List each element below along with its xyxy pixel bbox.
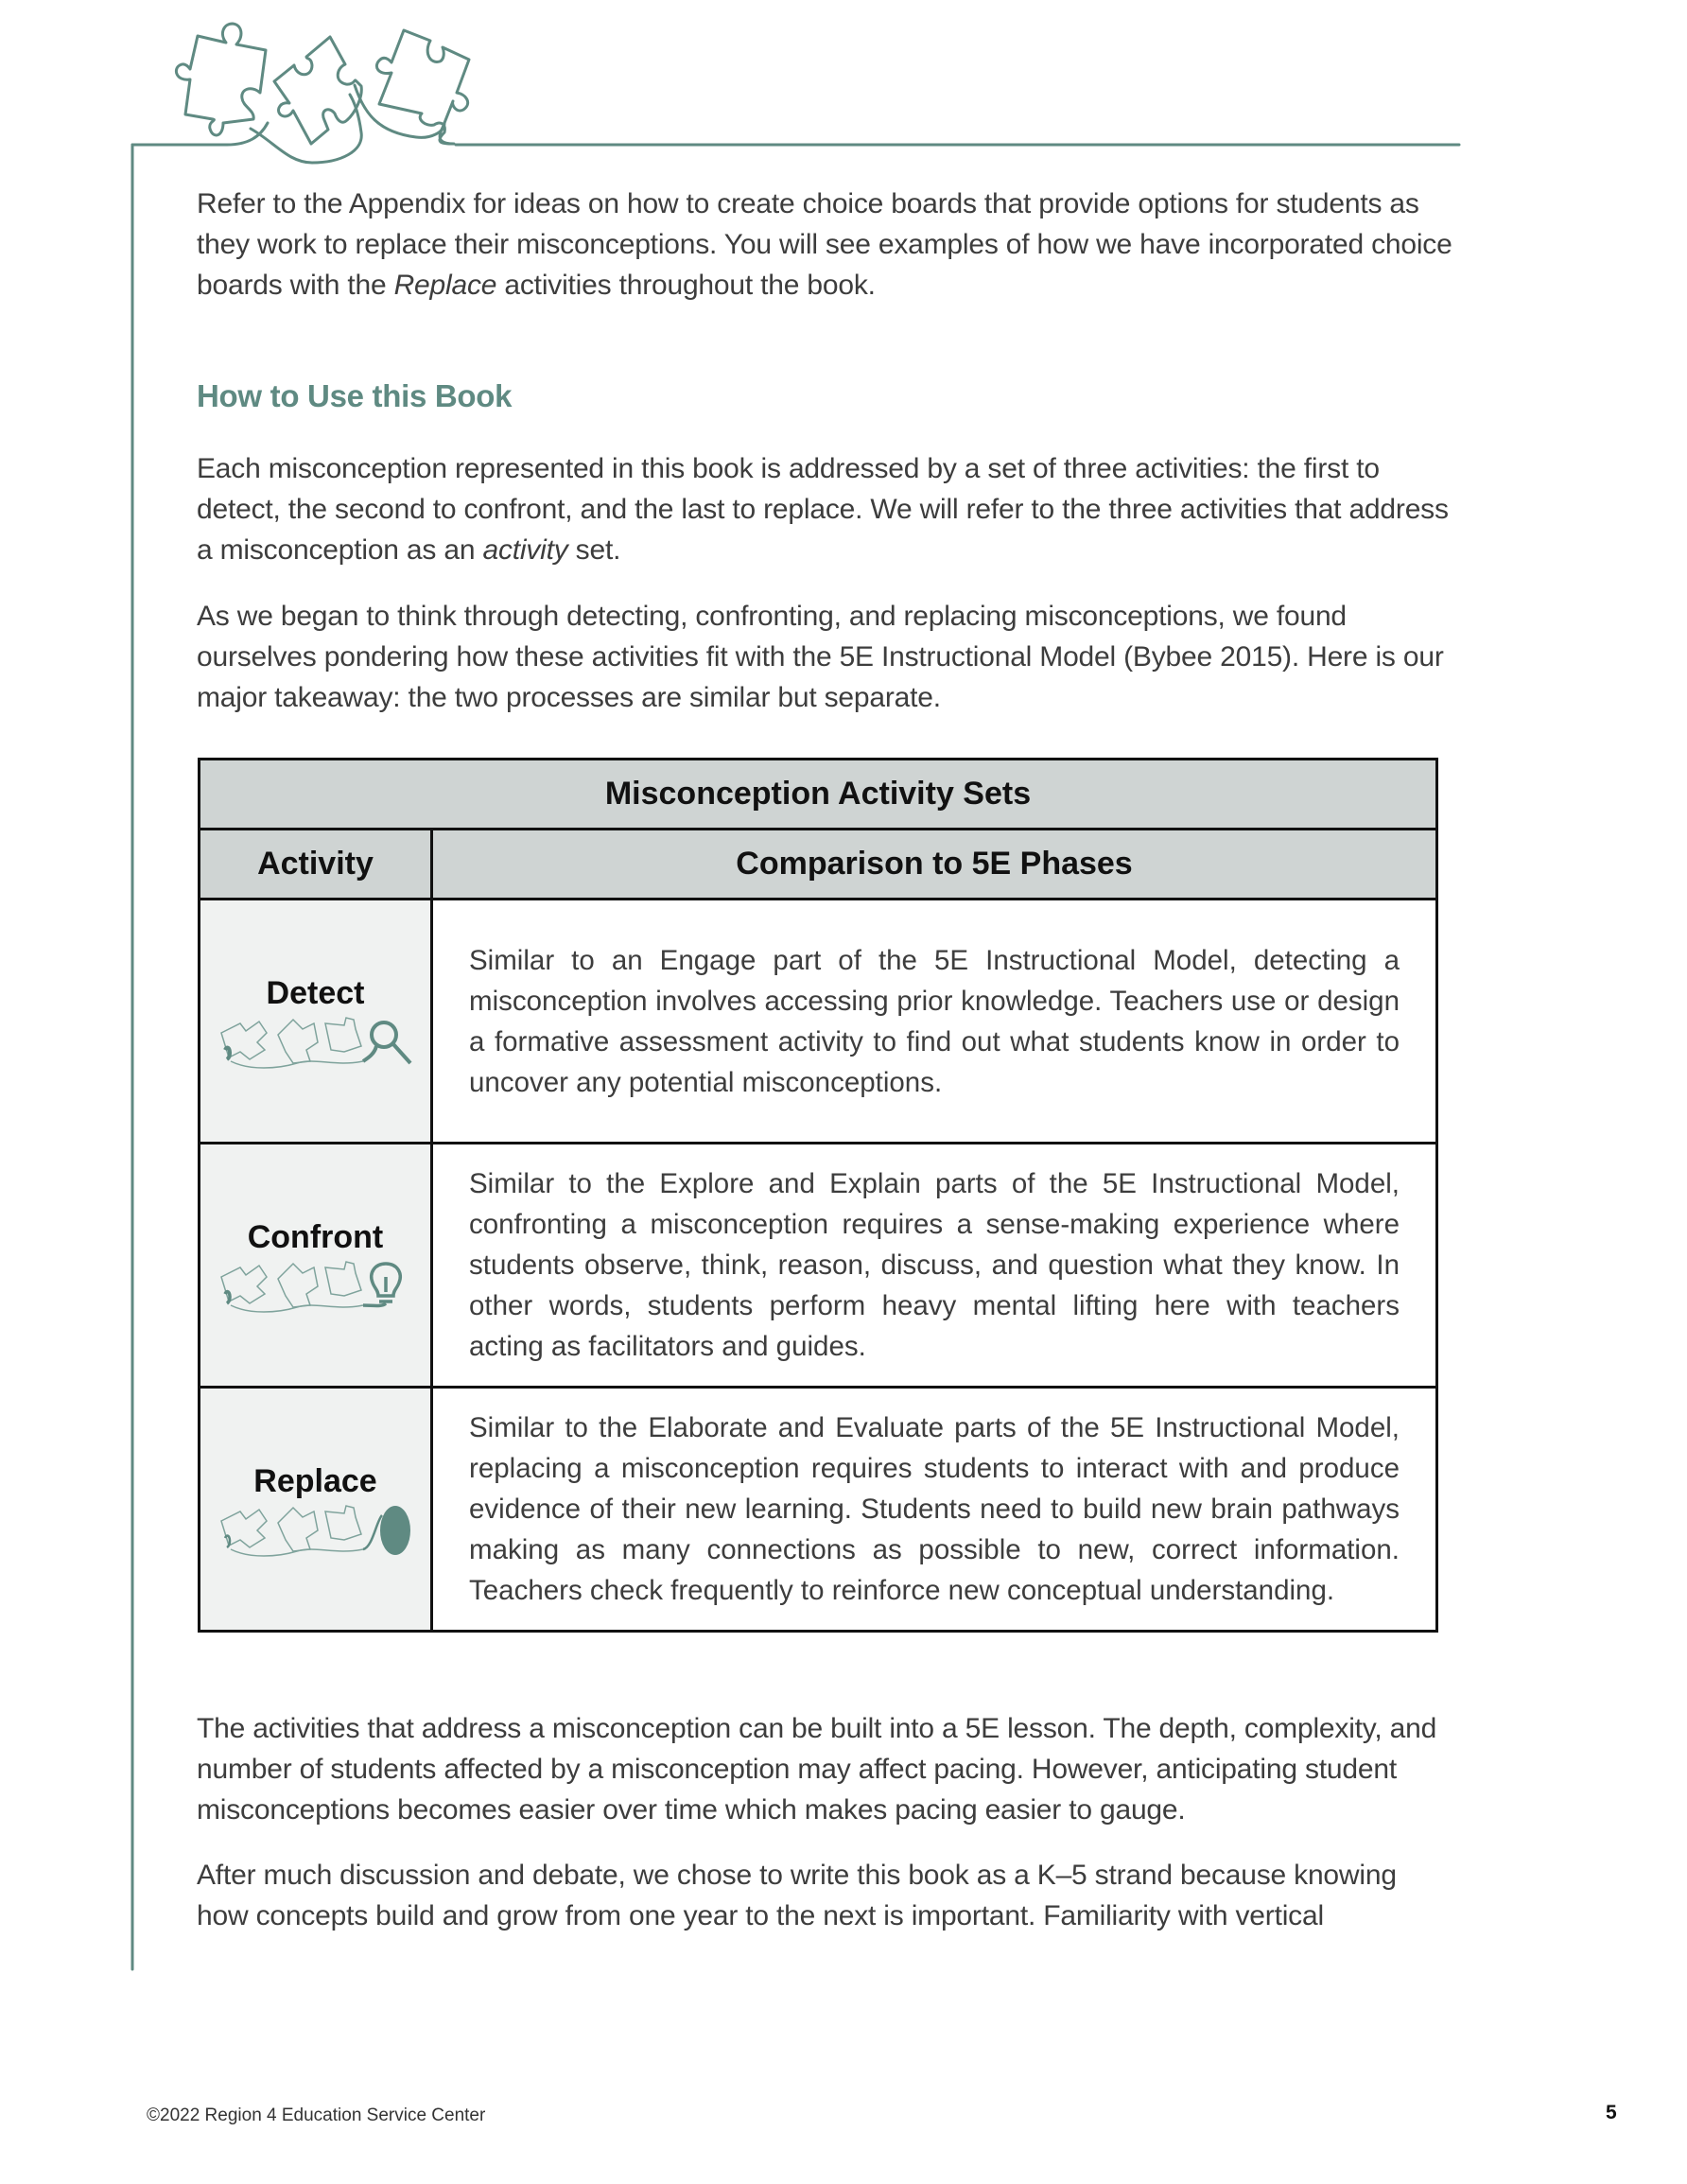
replace-emphasis: Replace: [393, 270, 497, 301]
activity-label: Confront: [247, 1219, 384, 1255]
table-title: Misconception Activity Sets: [200, 760, 1437, 830]
column-header-comparison: Comparison to 5E Phases: [432, 830, 1437, 900]
table-row-confront: [200, 1144, 1437, 1388]
intro-paragraph: Refer to the Appendix for ideas on how to create choice boards that provide options for students as they work to replace their misconceptions. You will see examples of how we have incorporated choice boards with the Replace activities throughout the book.: [197, 188, 1452, 301]
activity-emphasis: activity: [482, 534, 568, 566]
puzzle-piece-3: [376, 30, 469, 144]
puzzle-connector-curve: [251, 95, 361, 163]
section-paragraph-1: Each misconception represented in this book is addressed by a set of three activities: the first to detect, the second to confront, and the last to replace. We will refer to the three activities that address a misconception as an activity set.: [197, 453, 1449, 566]
activity-description: Similar to an Engage part of the 5E Instructional Model, detecting a misconception involves accessing prior knowledge. Teachers use or design a formative assessment activity to find out what students know in order to uncover any potential misconceptions.: [432, 900, 1437, 1144]
puzzle-piece-2: [274, 37, 361, 144]
table-row-replace: [200, 1388, 1437, 1632]
after-table-paragraph-2: After much discussion and debate, we chose to write this book as a K–5 strand because knowing how concepts build and grow from one year to the next is important. Familiarity with vertical: [197, 1860, 1397, 1931]
activity-description: Similar to the Explore and Explain parts of the 5E Instructional Model, confronting a misconception requires a sense-making experience where students observe, think, reason, discuss, and question what they know. In other words, students perform heavy mental lifting here with teachers acting as facilitators and guides.: [432, 1144, 1437, 1388]
activity-label: Replace: [253, 1463, 377, 1499]
misconception-activity-table: [198, 758, 1438, 1633]
page-number: 5: [1606, 2102, 1617, 2123]
lightbulb-icon: [212, 1258, 420, 1317]
magnifying-glass-icon: [212, 1014, 420, 1073]
table-row-detect: [200, 900, 1437, 1144]
puzzle-connector-curve-2: [355, 85, 444, 137]
activity-label: Detect: [266, 975, 365, 1011]
puzzle-piece-1: [176, 24, 266, 135]
section-heading: How to Use this Book: [197, 378, 513, 413]
after-table-paragraph-1: The activities that address a misconception can be built into a 5E lesson. The depth, complexity, and number of students affected by a misconception may affect pacing. However, anticipating student misconceptions becomes easier over time which makes pacing easier to gauge.: [197, 1713, 1437, 1826]
activity-description: Similar to the Elaborate and Evaluate parts of the 5E Instructional Model, replacing a misconception requires students to interact with and produce evidence of their new learning. Students need to build new brain pathways making as many connections as possible to new, correct information. Teachers check frequently to reinforce new conceptual understanding.: [432, 1388, 1437, 1632]
brain-icon: [212, 1502, 420, 1561]
column-header-activity: Activity: [200, 830, 432, 900]
frame-top-line: [132, 123, 268, 145]
section-paragraph-2: As we began to think through detecting, confronting, and replacing misconceptions, we found ourselves pondering how these activities fit with the 5E Instructional Model (Bybee 2015). Here is our major takeaway: the two processes are similar but separate.: [197, 601, 1444, 713]
copyright-footer: ©2022 Region 4 Education Service Center: [147, 2105, 486, 2125]
